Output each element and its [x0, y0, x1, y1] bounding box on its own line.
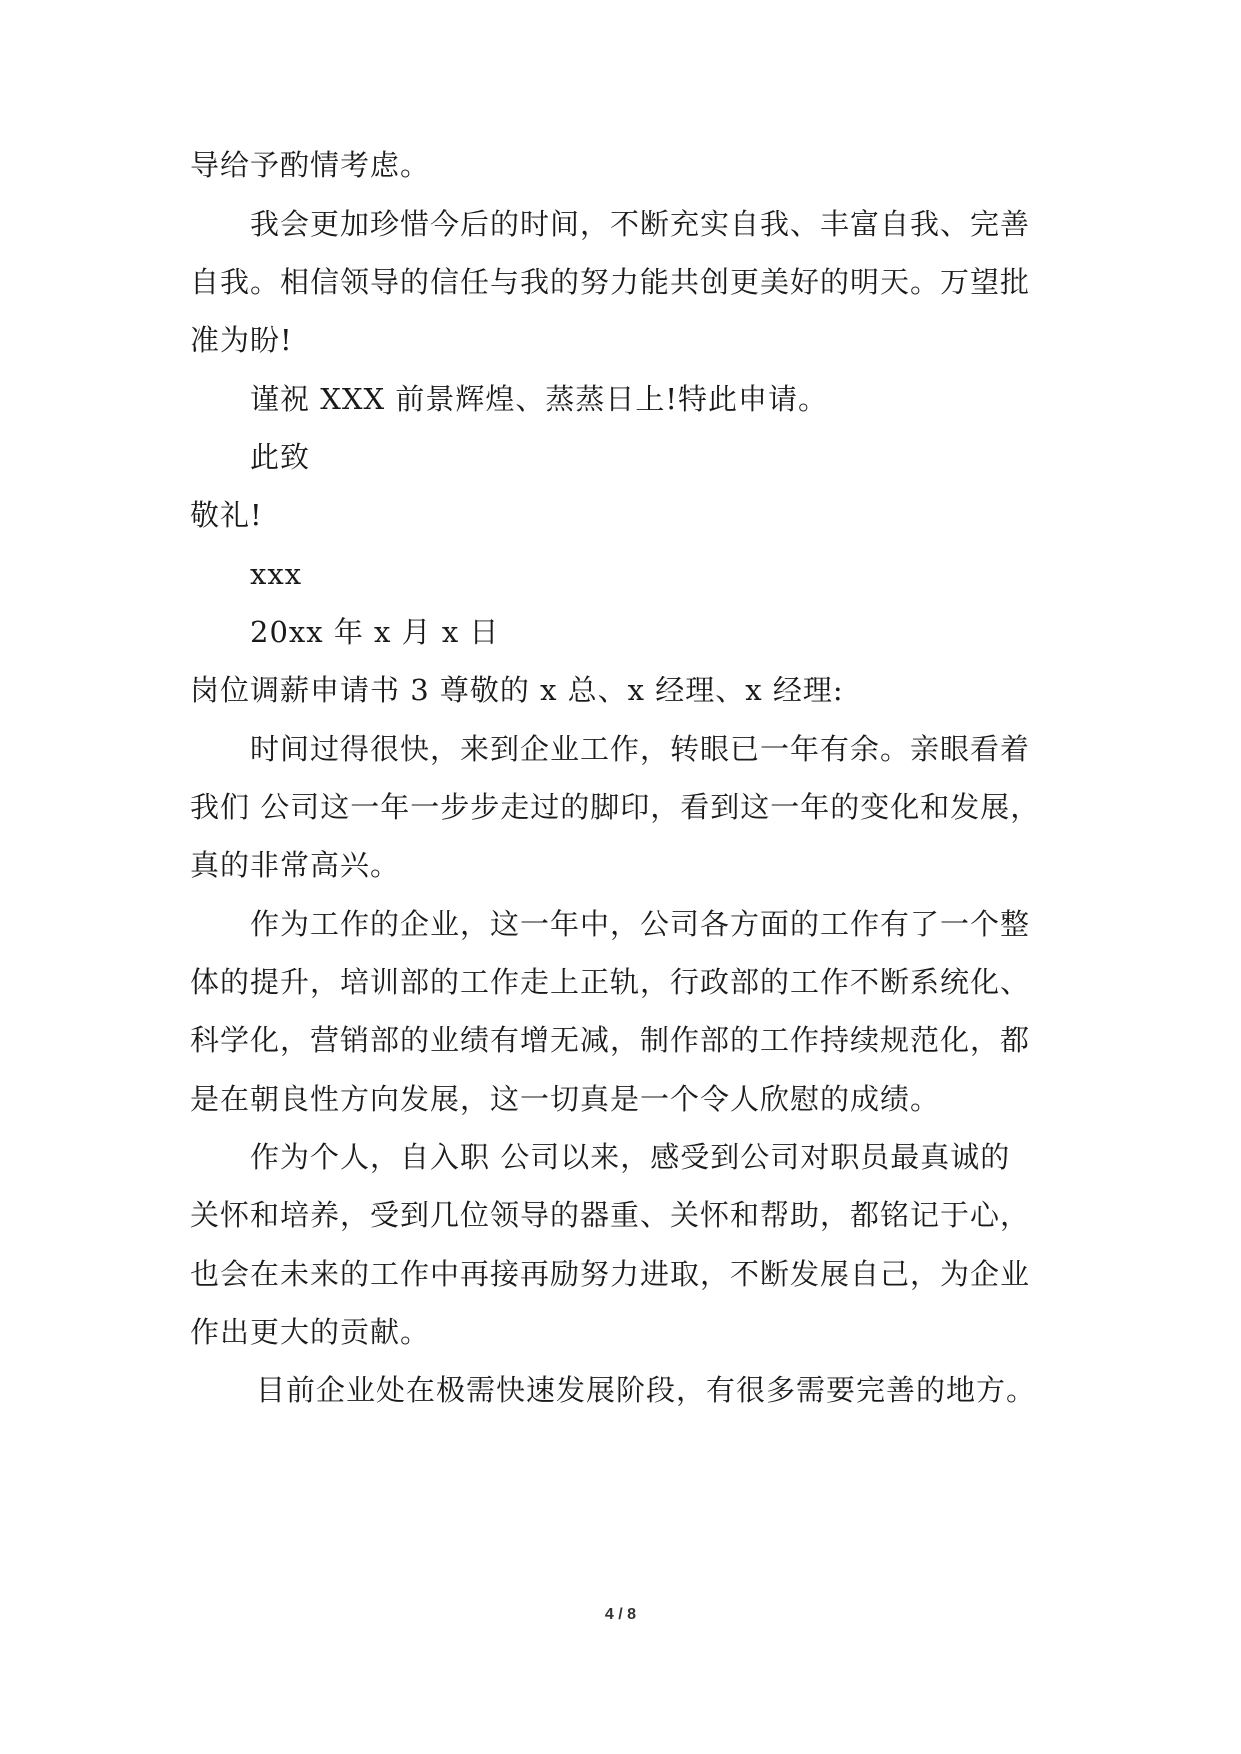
text-line-care-training: 关怀和培养，受到几位领导的器重、关怀和帮助，都铭记于心，: [190, 1198, 1031, 1232]
text-line-contribution: 作出更大的贡献。: [190, 1315, 431, 1349]
text-line-date: 20xx 年 x 月 x 日: [250, 615, 500, 649]
text-line-signature: xxx: [250, 557, 303, 591]
text-line-personal: 作为个人，自入职 公司以来，感受到公司对职员最真诚的: [250, 1140, 1011, 1174]
text-line-hope-approval: 准为盼!: [190, 323, 293, 357]
text-line-very-happy: 真的非常高兴。: [190, 848, 401, 882]
text-line-salutation: 此致: [250, 440, 311, 474]
text-line-company-progress: 作为工作的企业，这一年中，公司各方面的工作有了一个整: [250, 907, 1031, 941]
text-line-company-footsteps: 我们 公司这一年一步步走过的脚印，看到这一年的变化和发展，: [190, 790, 1041, 824]
text-line-current-stage: 目前企业处在极需快速发展阶段，有很多需要完善的地方。: [256, 1373, 1037, 1407]
text-line-trust-effort: 自我。相信领导的信任与我的努力能共创更美好的明天。万望批: [190, 265, 1031, 299]
text-line-positive-direction: 是在朝良性方向发展，这一切真是一个令人欣慰的成绩。: [190, 1082, 941, 1116]
text-line-time-flies: 时间过得很快，来到企业工作，转眼已一年有余。亲眼看着: [250, 732, 1031, 766]
text-line-closing-consideration: 导给予酌情考虑。: [190, 148, 431, 182]
text-line-future-work: 也会在未来的工作中再接再励努力进取，不断发展自己，为企业: [190, 1257, 1031, 1291]
text-line-cherish-time: 我会更加珍惜今后的时间，不断充实自我、丰富自我、完善: [250, 207, 1031, 241]
text-line-departments: 体的提升，培训部的工作走上正轨，行政部的工作不断系统化、: [190, 965, 1031, 999]
page-number: 4 / 8: [604, 1606, 637, 1623]
text-line-letter-3-heading: 岗位调薪申请书 3 尊敬的 x 总、x 经理、x 经理:: [190, 673, 844, 707]
text-line-sales-production: 科学化，营销部的业绩有增无减，制作部的工作持续规范化，都: [190, 1023, 1031, 1057]
text-line-regards: 敬礼!: [190, 498, 263, 532]
text-line-best-wishes: 谨祝 XXX 前景辉煌、蒸蒸日上!特此申请。: [250, 382, 829, 416]
